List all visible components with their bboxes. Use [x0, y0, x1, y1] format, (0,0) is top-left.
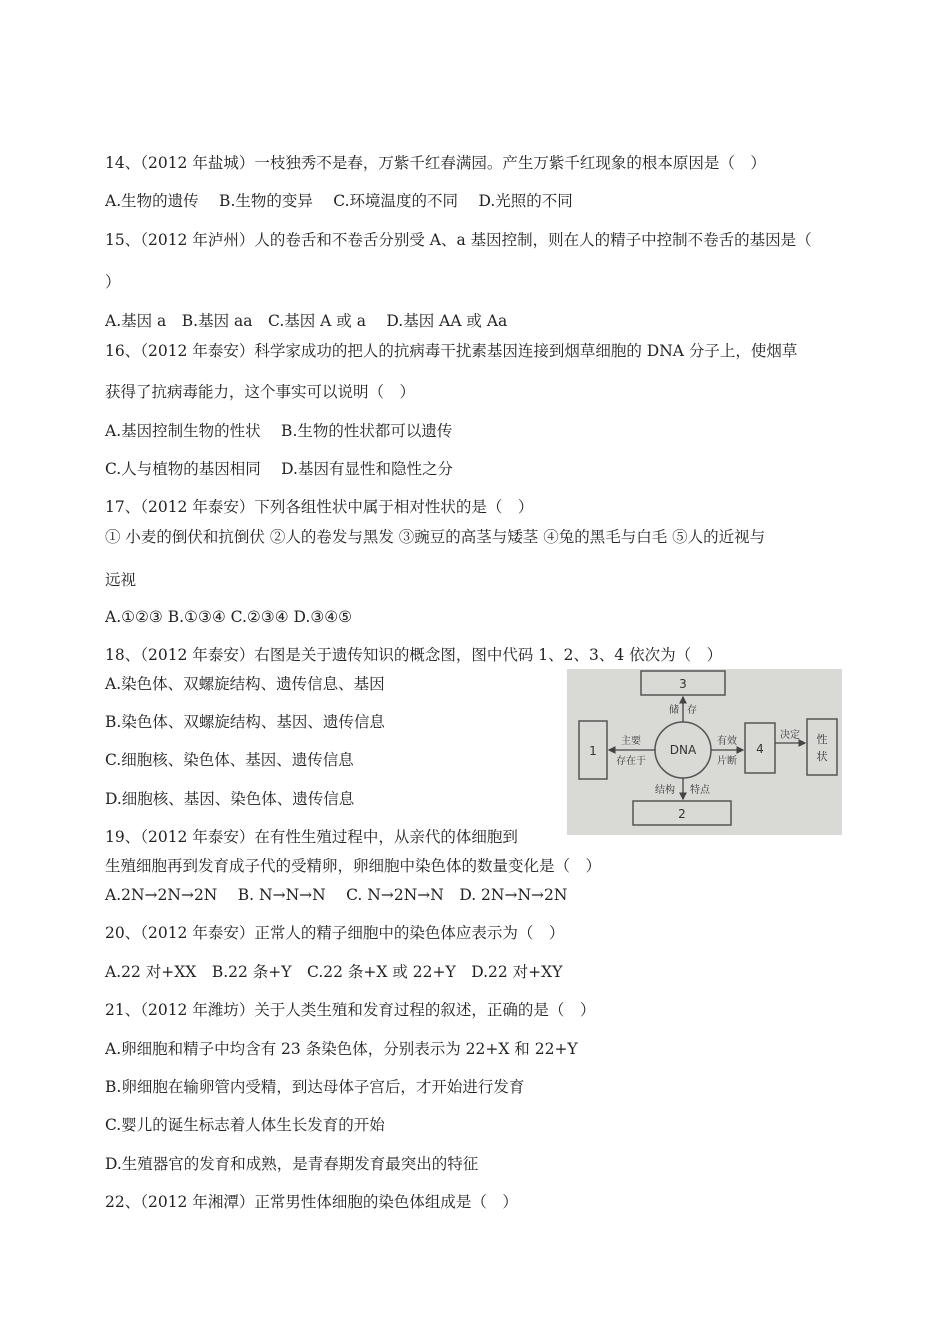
question-16-options-ab: A.基因控制生物的性状 B.生物的性状都可以遗传: [105, 422, 453, 440]
trait-label-top: 性: [816, 733, 828, 746]
question-16: 16、（2012 年泰安）科学家成功的把人的抗病毒干扰素基因连接到烟草细胞的 DNA 分子上，使烟草: [105, 342, 798, 360]
question-19-continued: 生殖细胞再到发育成子代的受精卵，卵细胞中染色体的数量变化是（ ）: [105, 857, 602, 875]
question-18: 18、（2012 年泰安）右图是关于遗传知识的概念图，图中代码 1、2、3、4 依次为（ ）: [105, 646, 723, 664]
question-16-options-cd: C.人与植物的基因相同 D.基因有显性和隐性之分: [105, 460, 453, 478]
question-21: 21、（2012 年潍坊）关于人类生殖和发育过程的叙述，正确的是（ ）: [105, 1001, 596, 1019]
question-18-option-c: C.细胞核、染色体、基因、遗传信息: [105, 751, 354, 769]
arrow-right-label-bottom: 片断: [717, 756, 737, 767]
question-18-option-a: A.染色体、双螺旋结构、遗传信息、基因: [105, 675, 385, 693]
genetics-concept-map: [567, 669, 842, 835]
question-17-options: A.①②③ B.①③④ C.②③④ D.③④⑤: [105, 608, 353, 626]
question-19-options: A.2N→2N→2N B. N→N→N C. N→2N→N D. 2N→N→2N: [105, 886, 568, 904]
question-15-options: A.基因 a B.基因 aa C.基因 A 或 a D.基因 AA 或 Aa: [105, 312, 508, 330]
question-16-continued: 获得了抗病毒能力，这个事实可以说明（ ）: [105, 383, 416, 401]
question-20-options: A.22 对+XX B.22 条+Y C.22 条+X 或 22+Y D.22 对+XY: [105, 963, 563, 981]
question-14-options: A.生物的遗传 B.生物的变异 C.环境温度的不同 D.光照的不同: [105, 192, 573, 210]
question-15: 15、（2012 年泸州）人的卷舌和不卷舌分别受 A、a 基因控制，则在人的精子中控制不卷舌的基因是（: [105, 231, 812, 249]
question-20: 20、（2012 年泰安）正常人的精子细胞中的染色体应表示为（ ）: [105, 924, 565, 942]
question-15-continued: ）: [105, 273, 121, 291]
question-22: 22、（2012 年湘潭）正常男性体细胞的染色体组成是（ ）: [105, 1193, 518, 1211]
question-14: 14、（2012 年盐城）一枝独秀不是春，万紫千红春满园。产生万紫千红现象的根本原因是（ ）: [105, 154, 766, 172]
concept-box-2-label: 2: [678, 807, 686, 821]
trait-label-bottom: 状: [816, 750, 828, 763]
question-19: 19、（2012 年泰安）在有性生殖过程中，从亲代的体细胞到: [105, 828, 518, 846]
arrow-right-label-top: 有效: [717, 736, 737, 747]
arrow-up-label-left: 储: [669, 705, 679, 716]
arrow-left-label-top: 主要: [621, 736, 641, 747]
question-21-option-a: A.卵细胞和精子中均含有 23 条染色体，分别表示为 22+X 和 22+Y: [105, 1040, 578, 1058]
concept-box-3-label: 3: [679, 677, 687, 691]
question-17-items: ① 小麦的倒伏和抗倒伏 ②人的卷发与黑发 ③豌豆的高茎与矮茎 ④兔的黑毛与白毛 ⑤人的近视与: [105, 528, 766, 546]
question-17: 17、（2012 年泰安）下列各组性状中属于相对性状的是（ ）: [105, 498, 534, 516]
arrow-left-label-bottom: 存在于: [616, 756, 646, 767]
concept-box-1-label: 1: [589, 744, 597, 758]
dna-label: DNA: [669, 743, 697, 757]
question-21-option-b: B.卵细胞在输卵管内受精，到达母体子宫后，才开始进行发育: [105, 1078, 525, 1096]
question-17-items-continued: 远视: [105, 571, 137, 589]
concept-box-4-label: 4: [756, 742, 764, 756]
arrow-down-label-left: 结构: [655, 785, 675, 796]
arrow-up-label-right: 存: [687, 705, 697, 716]
question-21-option-d: D.生殖器官的发育和成熟，是青春期发育最突出的特征: [105, 1155, 479, 1173]
trait-box: [807, 719, 837, 775]
arrow-decide-label: 决定: [780, 730, 800, 741]
question-18-option-d: D.细胞核、基因、染色体、遗传信息: [105, 790, 355, 808]
question-21-option-c: C.婴儿的诞生标志着人体生长发育的开始: [105, 1116, 385, 1134]
arrow-down-label-right: 特点: [690, 785, 710, 796]
question-18-option-b: B.染色体、双螺旋结构、基因、遗传信息: [105, 713, 385, 731]
